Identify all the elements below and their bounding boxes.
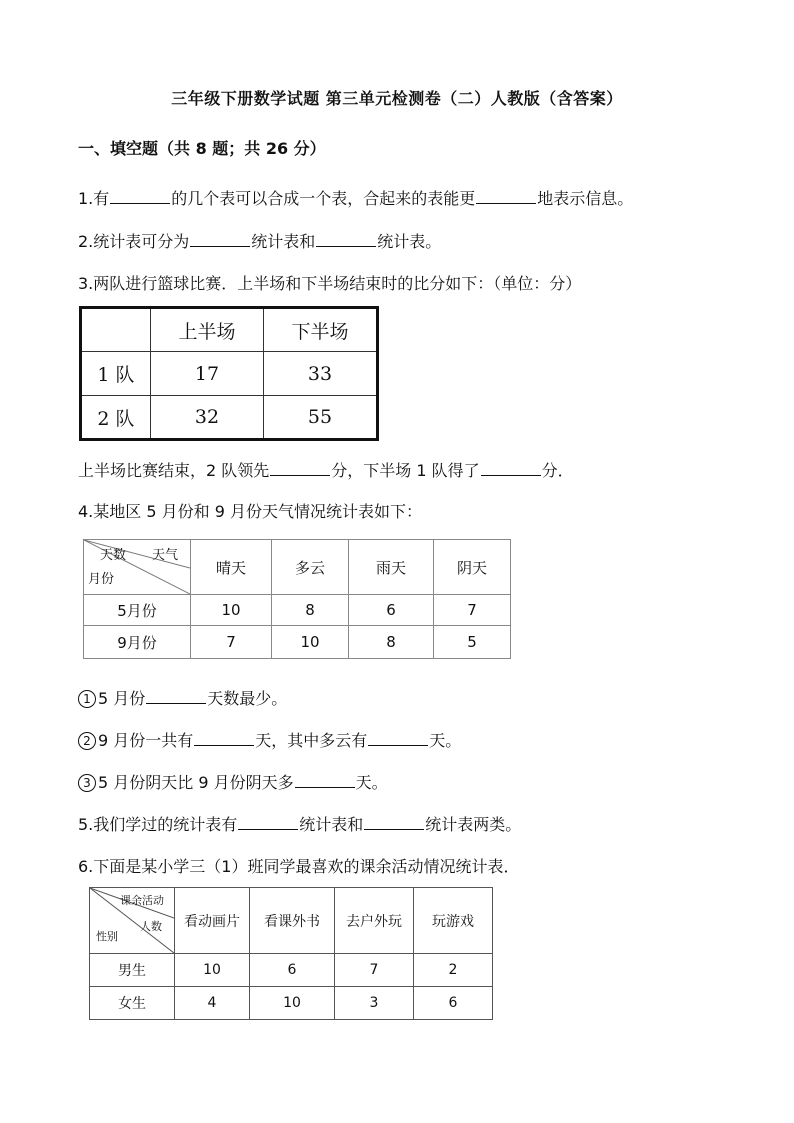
table-cell: 8 bbox=[349, 626, 434, 659]
table-cell: 10 bbox=[175, 954, 250, 987]
answer-blank[interactable] bbox=[476, 189, 536, 204]
corner-label: 天气 bbox=[152, 548, 179, 563]
table-cell: 5 bbox=[434, 626, 511, 659]
circled-number: 2 bbox=[78, 732, 96, 750]
row-label: 女生 bbox=[90, 987, 175, 1020]
table-header: 雨天 bbox=[349, 540, 434, 595]
q2-text-a: 2.统计表可分为 bbox=[78, 232, 190, 251]
answer-blank[interactable] bbox=[295, 773, 355, 788]
sub1-text-b: 天数最少。 bbox=[207, 689, 288, 708]
sub2-text-b: 天，其中多云有 bbox=[255, 731, 368, 750]
row-label: 5月份 bbox=[84, 595, 191, 626]
question-4-sub-1 bbox=[78, 686, 287, 709]
question-5 bbox=[78, 812, 521, 835]
q2-text-c: 统计表。 bbox=[377, 232, 442, 251]
sub2-text-a: 9 月份一共有 bbox=[98, 731, 194, 750]
row-label: 1 队 bbox=[81, 352, 151, 396]
answer-blank[interactable] bbox=[364, 815, 424, 830]
question-4-sub-2 bbox=[78, 728, 461, 751]
answer-blank[interactable] bbox=[194, 731, 254, 746]
q5-text-b: 统计表和 bbox=[299, 815, 364, 834]
table-corner-header bbox=[84, 540, 191, 595]
q5-text-c: 统计表两类。 bbox=[425, 815, 522, 834]
answer-blank[interactable] bbox=[110, 189, 170, 204]
sub3-text-a: 5 月份阴天比 9 月份阴天多 bbox=[98, 773, 294, 792]
answer-blank[interactable] bbox=[146, 689, 206, 704]
question-3-followup bbox=[78, 458, 574, 481]
q3-after-a: 上半场比赛结束，2 队领先 bbox=[78, 461, 270, 480]
table-cell: 7 bbox=[434, 595, 511, 626]
q1-text-b: 的几个表可以合成一个表，合起来的表能更 bbox=[171, 189, 476, 208]
table-cell: 8 bbox=[272, 595, 349, 626]
row-label: 9月份 bbox=[84, 626, 191, 659]
answer-blank[interactable] bbox=[270, 461, 330, 476]
table-cell: 4 bbox=[175, 987, 250, 1020]
answer-blank[interactable] bbox=[316, 232, 376, 247]
page-title: 三年级下册数学试题 第三单元检测卷（二）人教版（含答案） bbox=[171, 89, 623, 108]
question-4: 4.某地区 5 月份和 9 月份天气情况统计表如下： bbox=[78, 502, 422, 521]
table-header: 多云 bbox=[272, 540, 349, 595]
sub1-text-a: 5 月份 bbox=[98, 689, 146, 708]
table-header: 去户外玩 bbox=[335, 888, 414, 954]
corner-label: 天数 bbox=[100, 548, 127, 563]
answer-blank[interactable] bbox=[481, 461, 541, 476]
sub2-text-c: 天。 bbox=[429, 731, 462, 750]
table-header: 看课外书 bbox=[250, 888, 335, 954]
table-cell: 10 bbox=[272, 626, 349, 659]
sub3-text-b: 天。 bbox=[355, 773, 388, 792]
table-cell: 3 bbox=[335, 987, 414, 1020]
table-cell: 7 bbox=[191, 626, 272, 659]
corner-label: 月份 bbox=[88, 572, 115, 587]
question-3: 3.两队进行篮球比赛．上半场和下半场结束时的比分如下：（单位：分） bbox=[78, 274, 582, 293]
table-row bbox=[81, 352, 378, 396]
table-cell: 7 bbox=[335, 954, 414, 987]
question-1 bbox=[78, 186, 633, 209]
q1-text-a: 1.有 bbox=[78, 189, 110, 208]
table-cell: 6 bbox=[250, 954, 335, 987]
table-row bbox=[84, 595, 511, 626]
corner-label: 性别 bbox=[96, 930, 118, 943]
table-header: 玩游戏 bbox=[414, 888, 493, 954]
table-cell: 2 bbox=[414, 954, 493, 987]
activity-table bbox=[89, 887, 493, 1020]
table-header: 阴天 bbox=[434, 540, 511, 595]
row-label: 男生 bbox=[90, 954, 175, 987]
table-cell: 10 bbox=[191, 595, 272, 626]
table-cell: 6 bbox=[414, 987, 493, 1020]
table-header-empty bbox=[81, 308, 151, 352]
table-cell: 6 bbox=[349, 595, 434, 626]
table-header: 上半场 bbox=[151, 308, 264, 352]
table-corner-header bbox=[90, 888, 175, 954]
corner-label: 人数 bbox=[140, 920, 162, 933]
table-header: 下半场 bbox=[264, 308, 378, 352]
answer-blank[interactable] bbox=[238, 815, 298, 830]
circled-number: 3 bbox=[78, 774, 96, 792]
section-heading: 一、填空题（共 8 题；共 26 分） bbox=[78, 139, 326, 158]
q5-text-a: 5.我们学过的统计表有 bbox=[78, 815, 238, 834]
question-4-sub-3 bbox=[78, 770, 388, 793]
table-cell: 10 bbox=[250, 987, 335, 1020]
answer-blank[interactable] bbox=[190, 232, 250, 247]
table-row bbox=[81, 396, 378, 440]
table-row bbox=[84, 626, 511, 659]
circled-number: 1 bbox=[78, 690, 96, 708]
q2-text-b: 统计表和 bbox=[251, 232, 316, 251]
q3-after-b: 分，下半场 1 队得了 bbox=[331, 461, 480, 480]
question-2 bbox=[78, 229, 441, 252]
table-cell: 55 bbox=[264, 396, 378, 440]
table-row bbox=[90, 987, 493, 1020]
table-header: 看动画片 bbox=[175, 888, 250, 954]
table-row bbox=[90, 954, 493, 987]
score-table bbox=[79, 306, 379, 441]
question-6: 6.下面是某小学三（1）班同学最喜欢的课余活动情况统计表． bbox=[78, 857, 520, 876]
table-cell: 17 bbox=[151, 352, 264, 396]
table-cell: 33 bbox=[264, 352, 378, 396]
q1-text-c: 地表示信息。 bbox=[537, 189, 634, 208]
table-cell: 32 bbox=[151, 396, 264, 440]
answer-blank[interactable] bbox=[368, 731, 428, 746]
corner-label: 课余活动 bbox=[120, 894, 164, 907]
row-label: 2 队 bbox=[81, 396, 151, 440]
weather-table bbox=[83, 539, 511, 659]
q3-after-c: 分． bbox=[541, 461, 574, 480]
table-header: 晴天 bbox=[191, 540, 272, 595]
